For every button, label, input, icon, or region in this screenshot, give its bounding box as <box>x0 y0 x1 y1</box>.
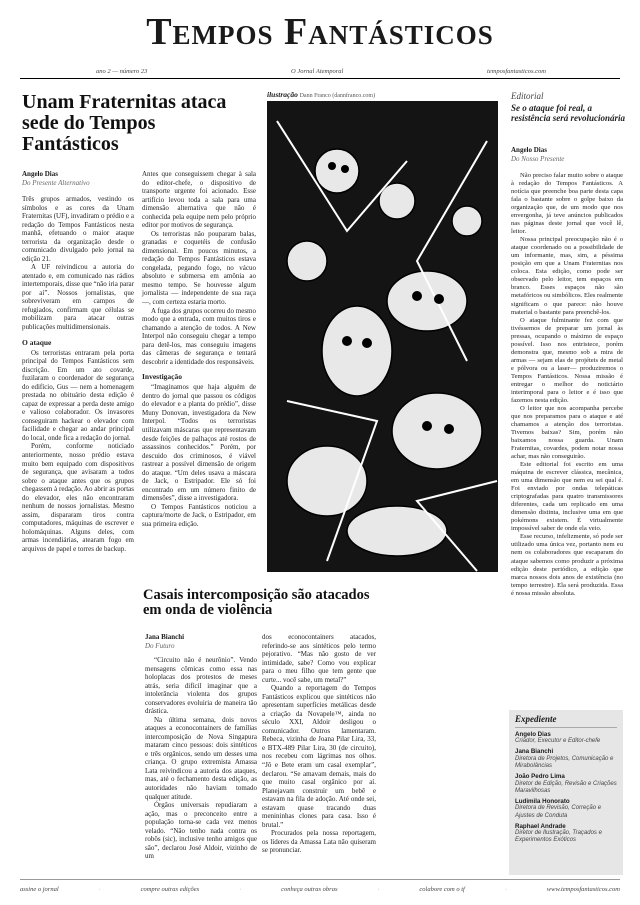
second-paragraph: Quando a reportagem do Tempos Fantásticos explicou que sintéticos não apresentam superfícies metálicas desde a criação da Novapele™, ainda no século XXI, Aldoir desligou o comunicador. Outros lamentaram. Rebeca, vizinha de Joana Pilar Lira, 33, e BTX-489 Pilar Lira, 30 (de circuito), nos recebeu com lágrimas nos olhos. “Jô e Bete eram um casal exemplar”, declarou. “Se amavam demais, mais do que muito casal orgânico por aí. Planejavam construir um bebê e estavam na fila de adoção. Até onde sei, estavam quase tracando duas menininhas clones para casa. Isso é brutal.” <box>262 684 376 829</box>
lead-paragraph: “Imaginamos que haja alguém de dentro do jornal que passou os códigos do elevador e a planta do prédio”, disse Muny Donovan, investigadora da New Interpol. “Todos os terroristas utilizavam máscaras que representavam desde feições de palhaços até rostos de assassinos conhecidos.” Porém, por descuido dos criminosos, é viável rastrear a possível dimensão de origem do ataque. “Um deles usava a máscara de Jack, o Estripador. Ele só foi encontrado em um número finito de dimensões”, disse a investigadora. <box>142 383 256 503</box>
illustration-credit[interactable]: Dann Franco (dannfranco.com) <box>299 93 376 99</box>
editorial-paragraph: Não preciso falar muito sobre o ataque à redação do Tempos Fantásticos. A notícia que preenche boa parte desta capa fala o bastante sobre o golpe baixo da organização que, de um modo que nos envergonha, já teve anúncios publicados nas páginas deste jornal que você lê, leitor. <box>511 172 623 236</box>
second-paragraph: dos econocontainers atacados, referindo-se aos sintéticos pelo termo pejorativo. “Mas não gosto de ver intimidade, sabe? Como vou explicar para o meu filho que tem gente que curte... você sabe, um metal?” <box>262 633 376 684</box>
staff-name: Angelo Dias <box>515 730 551 738</box>
footer-separator: · <box>505 886 507 893</box>
lead-paragraph: A fuga dos grupos ocorreu do mesmo modo que a entrada, com muitos tiros e chamando a atenção de todos. A New Interpol não conseguiu chegar a tempo para detê-los, mas conseguiu imagens das câmeras de segurança e tentará descobrir a identidade dos responsáveis. <box>142 306 256 366</box>
masthead-title: Tempos Fantásticos <box>146 11 494 53</box>
footer-link-website[interactable]: www.temposfantasticos.com <box>546 886 620 893</box>
editorial-author: Angelo Dias <box>511 146 547 154</box>
staff-role: Diretora de Revisão, Correção e Ajustes de Conduta <box>515 805 602 819</box>
lead-paragraph: Antes que conseguissem chegar à sala do editor-chefe, o dispositivo de transporte urgente foi acionado. Esse artifício levou toda a sala para uma dimensão alternativa que não é conhecida pela equipe nem pelo próprio editor por motivos de segurança. <box>142 170 256 230</box>
footer-link-subscribe[interactable]: assine o jornal <box>20 886 59 893</box>
editorial-paragraph: O leitor que nos acompanha percebe que nos preparamos para o ataque e até chamamos a atenção dos terroristas. Tivemos baixas? Sim, porém não baixamos nossa guarda. Unam Fraternitas, covardes, podem notar nossa achar, mas não conseguirão. <box>511 404 623 461</box>
header-divider <box>20 78 620 79</box>
lead-paragraph: Os terroristas entraram pela porta principal do Tempos Fantásticos sem discrição. Em um ato covarde, fuzilaram o coordenador de segurança do edifício, Gus — nem a homenagem prestada no obituário desta edição é capaz de expressar a perda deste amigo e valioso colaborador. Os invasores conseguiram hackear o elevador com facilidade e chegar ao andar principal do local, onde fica a redação do jornal. <box>22 348 134 442</box>
editorial-author-origin: Do Nosso Presente <box>511 154 565 163</box>
lead-paragraph: Os terroristas não pouparam balas, granadas e coquetéis de confusão dimensional. Em poucos minutos, a redação do Tempos Fantásticos estava congelada, pegando fogo, no vácuo absoluto e submersa em amônia ao mesmo tempo. Se houvesse algum jornalista — independente de sua raça—, com certeza estaria morto. <box>142 229 256 306</box>
lead-subhead-investigation: Investigação <box>142 372 182 382</box>
footer-separator: · <box>98 886 101 893</box>
footer-link-contribute[interactable]: colabore com o tf <box>419 886 465 893</box>
footer-link-buy-editions[interactable]: compre outras edições <box>140 886 200 893</box>
second-paragraph: Na última semana, dois novos ataques a econocontainers de famílias intercomposição de Nova Singapura mataram cinco pessoas: dois sintéticos e três orgânicos, sendo um desses uma criança. O grupo extremista Amassa Lata reivindicou a autoria dos ataques, mas, até o fechamento desta edição, as autoridades não haviam tomado qualquer atitude. <box>145 715 257 801</box>
second-paragraph: Órgãos universais repudiaram a ação, mas o preconceito entre a população torna-se cada vez menos velado. “Não tenho nada contra os robôs (sic), inclusive tenho amigos que são”, declarou José Aldoir, vizinho de um <box>145 801 257 861</box>
lead-paragraph: A UF reivindicou a autoria do atentado e, em comunicado nas rádios intertemporais, disse que “não iria parar por aí”. Nossos jornalistas, que sobreviveram em campos de refugiados, confirmam que células se mobilizam para atacar outras publicações multidimensionais. <box>22 263 134 331</box>
staff-name: Jana Bianchi <box>515 748 554 756</box>
footer-links <box>20 886 620 893</box>
lead-paragraph: Porém, conforme noticiado anteriormente, nosso prédio estava muito bem equipado com dispositivos de segurança, que avisaram a todos sobre o ataque antes que os grupos chegassem à redação. Ao abrir as portas do elevador, eles não encontraram nenhum de nossos jornalistas. Mesmo assim, dispararam tiros contra computadores, máquinas de escrever e holomáquinas. Alguns deles, com armas incendiárias, atearam fogo em arquivos de papel e torres de backup. <box>22 442 134 553</box>
footer-link-other-works[interactable]: conheça outras obras <box>281 886 338 893</box>
editorial-paragraph: Este editorial foi escrito em uma máquina de escrever clássica, mecânica, em uma dimensão que nem eu sei qual é. Foi enviado por ondas telepáticas criptografadas para quatro transmissores diferentes, cada um replicado em uma dimensão distinta, inclusive uma em que pokémons existem. É virtualmente impossível saber de onde ela veio. <box>511 461 623 533</box>
staff-name: Ludimila Honorato <box>515 798 570 806</box>
staff-role: Diretor de Ilustração, Traçados e Experimentos Exóticos <box>515 830 602 844</box>
staff-name: Raphael Andrade <box>515 822 566 830</box>
editorial-paragraph: Esse recurso, infelizmente, só pode ser utilizado uma única vez, portanto nem eu nem os colaboradores que escaparam do ataque sabemos como produzir a próxima edição deste periódico, a edição que marca nossos dois anos de existência (no tempo terrestre). Ela será produzida. Essa é nossa missão absoluta. <box>511 533 623 597</box>
illustration-label: ilustração <box>267 90 298 99</box>
second-column-2 <box>262 633 376 855</box>
staff-role: Diretora de Projetos, Comunicação e Mirabolâncias <box>515 755 614 770</box>
staff-role: Diretor de Edição, Revisão e Criações Maravilhosas <box>515 780 617 794</box>
staff-heading: Expediente <box>515 714 617 728</box>
footer-separator: · <box>239 886 241 893</box>
second-author-origin: Do Futuro <box>145 641 175 650</box>
staff-role: Criador, Executor e Editor-chefe <box>515 738 601 745</box>
editorial-paragraph: O ataque fulminante fez com que tivéssemos de preparar um jornal às pressas, ocupando o máximo de espaço possível. Isso nos entristece, porém demonstra que, mesmo sob a mira de armas — sejam elas de projéteis de metal e pólvora ou a laser— produziremos o Tempos Fantásticos. Nossa missão é entregar o melhor do noticiário interimporal para o leitor e é isso que fazemos nesta edição. <box>511 316 623 404</box>
lead-author-origin: Do Presente Alternativo <box>22 178 90 187</box>
lead-paragraph: Três grupos armados, vestindo os símbolos e as cores da Unam Fraternitas (UF), invadiram o prédio e a redação do Tempos Fantásticos nesta manhã, efetuando o maior ataque terrorista da organização desde o comunicado divulgado pelo jornal na edição 21. <box>22 195 134 263</box>
lead-headline: Unam Fraternitas ataca sede do Tempos Fantásticos <box>22 91 227 155</box>
footer-divider <box>20 879 620 880</box>
second-column-1 <box>145 656 257 861</box>
lead-author: Angelo Dias <box>22 170 58 178</box>
footer-separator: · <box>377 886 380 893</box>
second-paragraph: Procurados pela nossa reportagem, os líderes da Amassa Lata não quiseram se pronunciar. <box>262 829 376 855</box>
second-paragraph: “Circuito não é neurônio”. Vendo mensagens cômicas como essa nas holoplacas dos protestos de meses atrás, seria difícil imaginar que a intolerância violenta dos grupos conservadores evoluiria de maneira tão drástica. <box>145 656 257 716</box>
staff-name: João Pedro Lima <box>515 773 565 781</box>
motto: O Jornal Atemporal <box>291 68 344 75</box>
lead-paragraph: O Tempos Fantásticos noticiou a captura/morte de Jack, o Estripador, em sua primeira edição. <box>142 502 256 528</box>
editorial-headline: Se o ataque foi real, a resistência será revolucionária <box>511 103 625 123</box>
lead-column-2 <box>142 170 256 528</box>
lead-byline <box>22 170 90 188</box>
second-byline <box>145 633 184 651</box>
second-author: Jana Bianchi <box>145 633 185 641</box>
staff-box <box>509 710 623 875</box>
site-link[interactable]: temposfantasticos.com <box>486 68 546 75</box>
masthead-subline <box>96 68 546 75</box>
editorial-paragraph: Nossa principal preocupação não é o ataque coordenado ou a possibilidade de um informante, mas, sim, a péssima posição em que a Unam Fraternitas nos coloca. Esta edição, como pode ser observado pelo leitor, tem espaços em branco. Esses espaços não são metafóricos ou simbólicos. Eles realmente significam o que parece: não houve material o bastante para preenchê-los. <box>511 236 623 316</box>
editorial-column <box>511 172 623 598</box>
editorial-label: Editorial <box>511 91 544 101</box>
illustration-caption <box>267 90 375 99</box>
lead-subhead-attack: O ataque <box>22 337 52 347</box>
illustration-artwork <box>267 101 498 572</box>
editorial-byline <box>511 146 564 164</box>
issue-number: ano 2 — número 23 <box>96 68 148 75</box>
lead-column-1 <box>22 195 134 553</box>
second-headline: Casais intercomposição são atacados em onda de violência <box>143 587 370 619</box>
